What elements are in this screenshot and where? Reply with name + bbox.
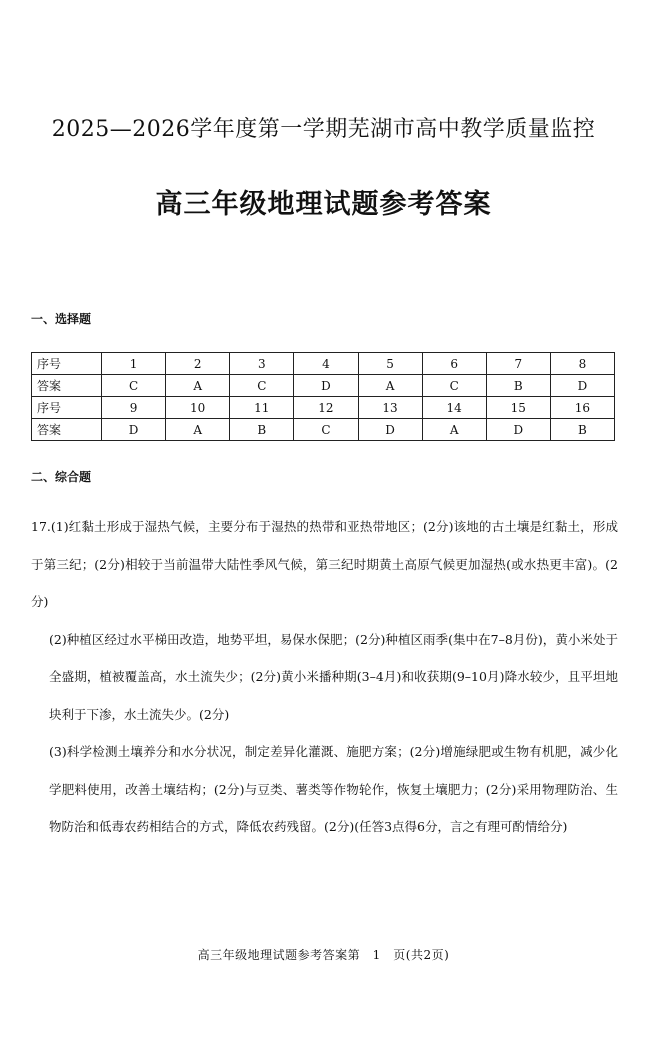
table-cell: B: [230, 419, 294, 441]
table-cell: B: [486, 375, 550, 397]
table-row: [32, 353, 615, 375]
table-cell: 11: [230, 397, 294, 419]
table-cell: 5: [358, 353, 422, 375]
answer-paragraph-1: 17.(1)红黏土形成于湿热气候，主要分布于湿热的热带和亚热带地区；(2分)该地的古土壤是红黏土，形成于第三纪；(2分)相较于当前温带大陆性季风气候，第三纪时期黄土高原气候更加湿热(或水热更丰富)。(2分): [31, 519, 618, 609]
table-cell: 2: [166, 353, 230, 375]
table-cell: 13: [358, 397, 422, 419]
answer-table: [31, 352, 615, 441]
table-cell: B: [550, 419, 614, 441]
section-heading-choice: 一、选择题: [31, 312, 92, 326]
table-cell: D: [550, 375, 614, 397]
row-label: 答案: [32, 375, 102, 397]
table-cell: D: [486, 419, 550, 441]
table-cell: 4: [294, 353, 358, 375]
row-label: 答案: [32, 419, 102, 441]
table-cell: A: [358, 375, 422, 397]
table-cell: 10: [166, 397, 230, 419]
section-heading-comprehensive: 二、综合题: [31, 470, 92, 484]
table-cell: A: [166, 375, 230, 397]
table-row: [32, 375, 615, 397]
answer-paragraph-2: (2)种植区经过水平梯田改造，地势平坦，易保水保肥；(2分)种植区雨季(集中在7–8月份)，黄小米处于全盛期，植被覆盖高，水土流失少；(2分)黄小米播种期(3–4月)和收获期(9–10月)降水较少，且平坦地块利于下渗，水土流失少。(2分): [49, 631, 618, 722]
page-footer: 高三年级地理试题参考答案第 1 页(共2页): [197, 948, 450, 962]
table-cell: D: [358, 419, 422, 441]
table-cell: C: [422, 375, 486, 397]
row-label: 序号: [32, 353, 102, 375]
table-cell: C: [102, 375, 166, 397]
answer-paragraph-3: (3)科学检测土壤养分和水分状况，制定差异化灌溉、施肥方案；(2分)增施绿肥或生物有机肥，减少化学肥料使用，改善土壤结构；(2分)与豆类、薯类等作物轮作，恢复土壤肥力；(2分)采用物理防治、生物防治和低毒农药相结合的方式，降低农药残留。(2分)(任答3点得6分，言之有理可酌情给分): [49, 744, 618, 834]
table-cell: 12: [294, 397, 358, 419]
table-cell: 6: [422, 353, 486, 375]
answer-body: [31, 508, 618, 846]
table-cell: 7: [486, 353, 550, 375]
table-cell: 3: [230, 353, 294, 375]
table-cell: 1: [102, 353, 166, 375]
document-title: 2025—2026学年度第一学期芜湖市高中教学质量监控: [51, 117, 596, 142]
table-cell: D: [102, 419, 166, 441]
document-subtitle: 高三年级地理试题参考答案: [155, 189, 492, 220]
table-cell: 16: [550, 397, 614, 419]
table-cell: 15: [486, 397, 550, 419]
table-cell: C: [294, 419, 358, 441]
table-cell: 14: [422, 397, 486, 419]
table-cell: A: [166, 419, 230, 441]
table-cell: 8: [550, 353, 614, 375]
row-label: 序号: [32, 397, 102, 419]
table-row: [32, 419, 615, 441]
table-cell: A: [422, 419, 486, 441]
table-cell: D: [294, 375, 358, 397]
table-cell: C: [230, 375, 294, 397]
table-cell: 9: [102, 397, 166, 419]
table-row: [32, 397, 615, 419]
